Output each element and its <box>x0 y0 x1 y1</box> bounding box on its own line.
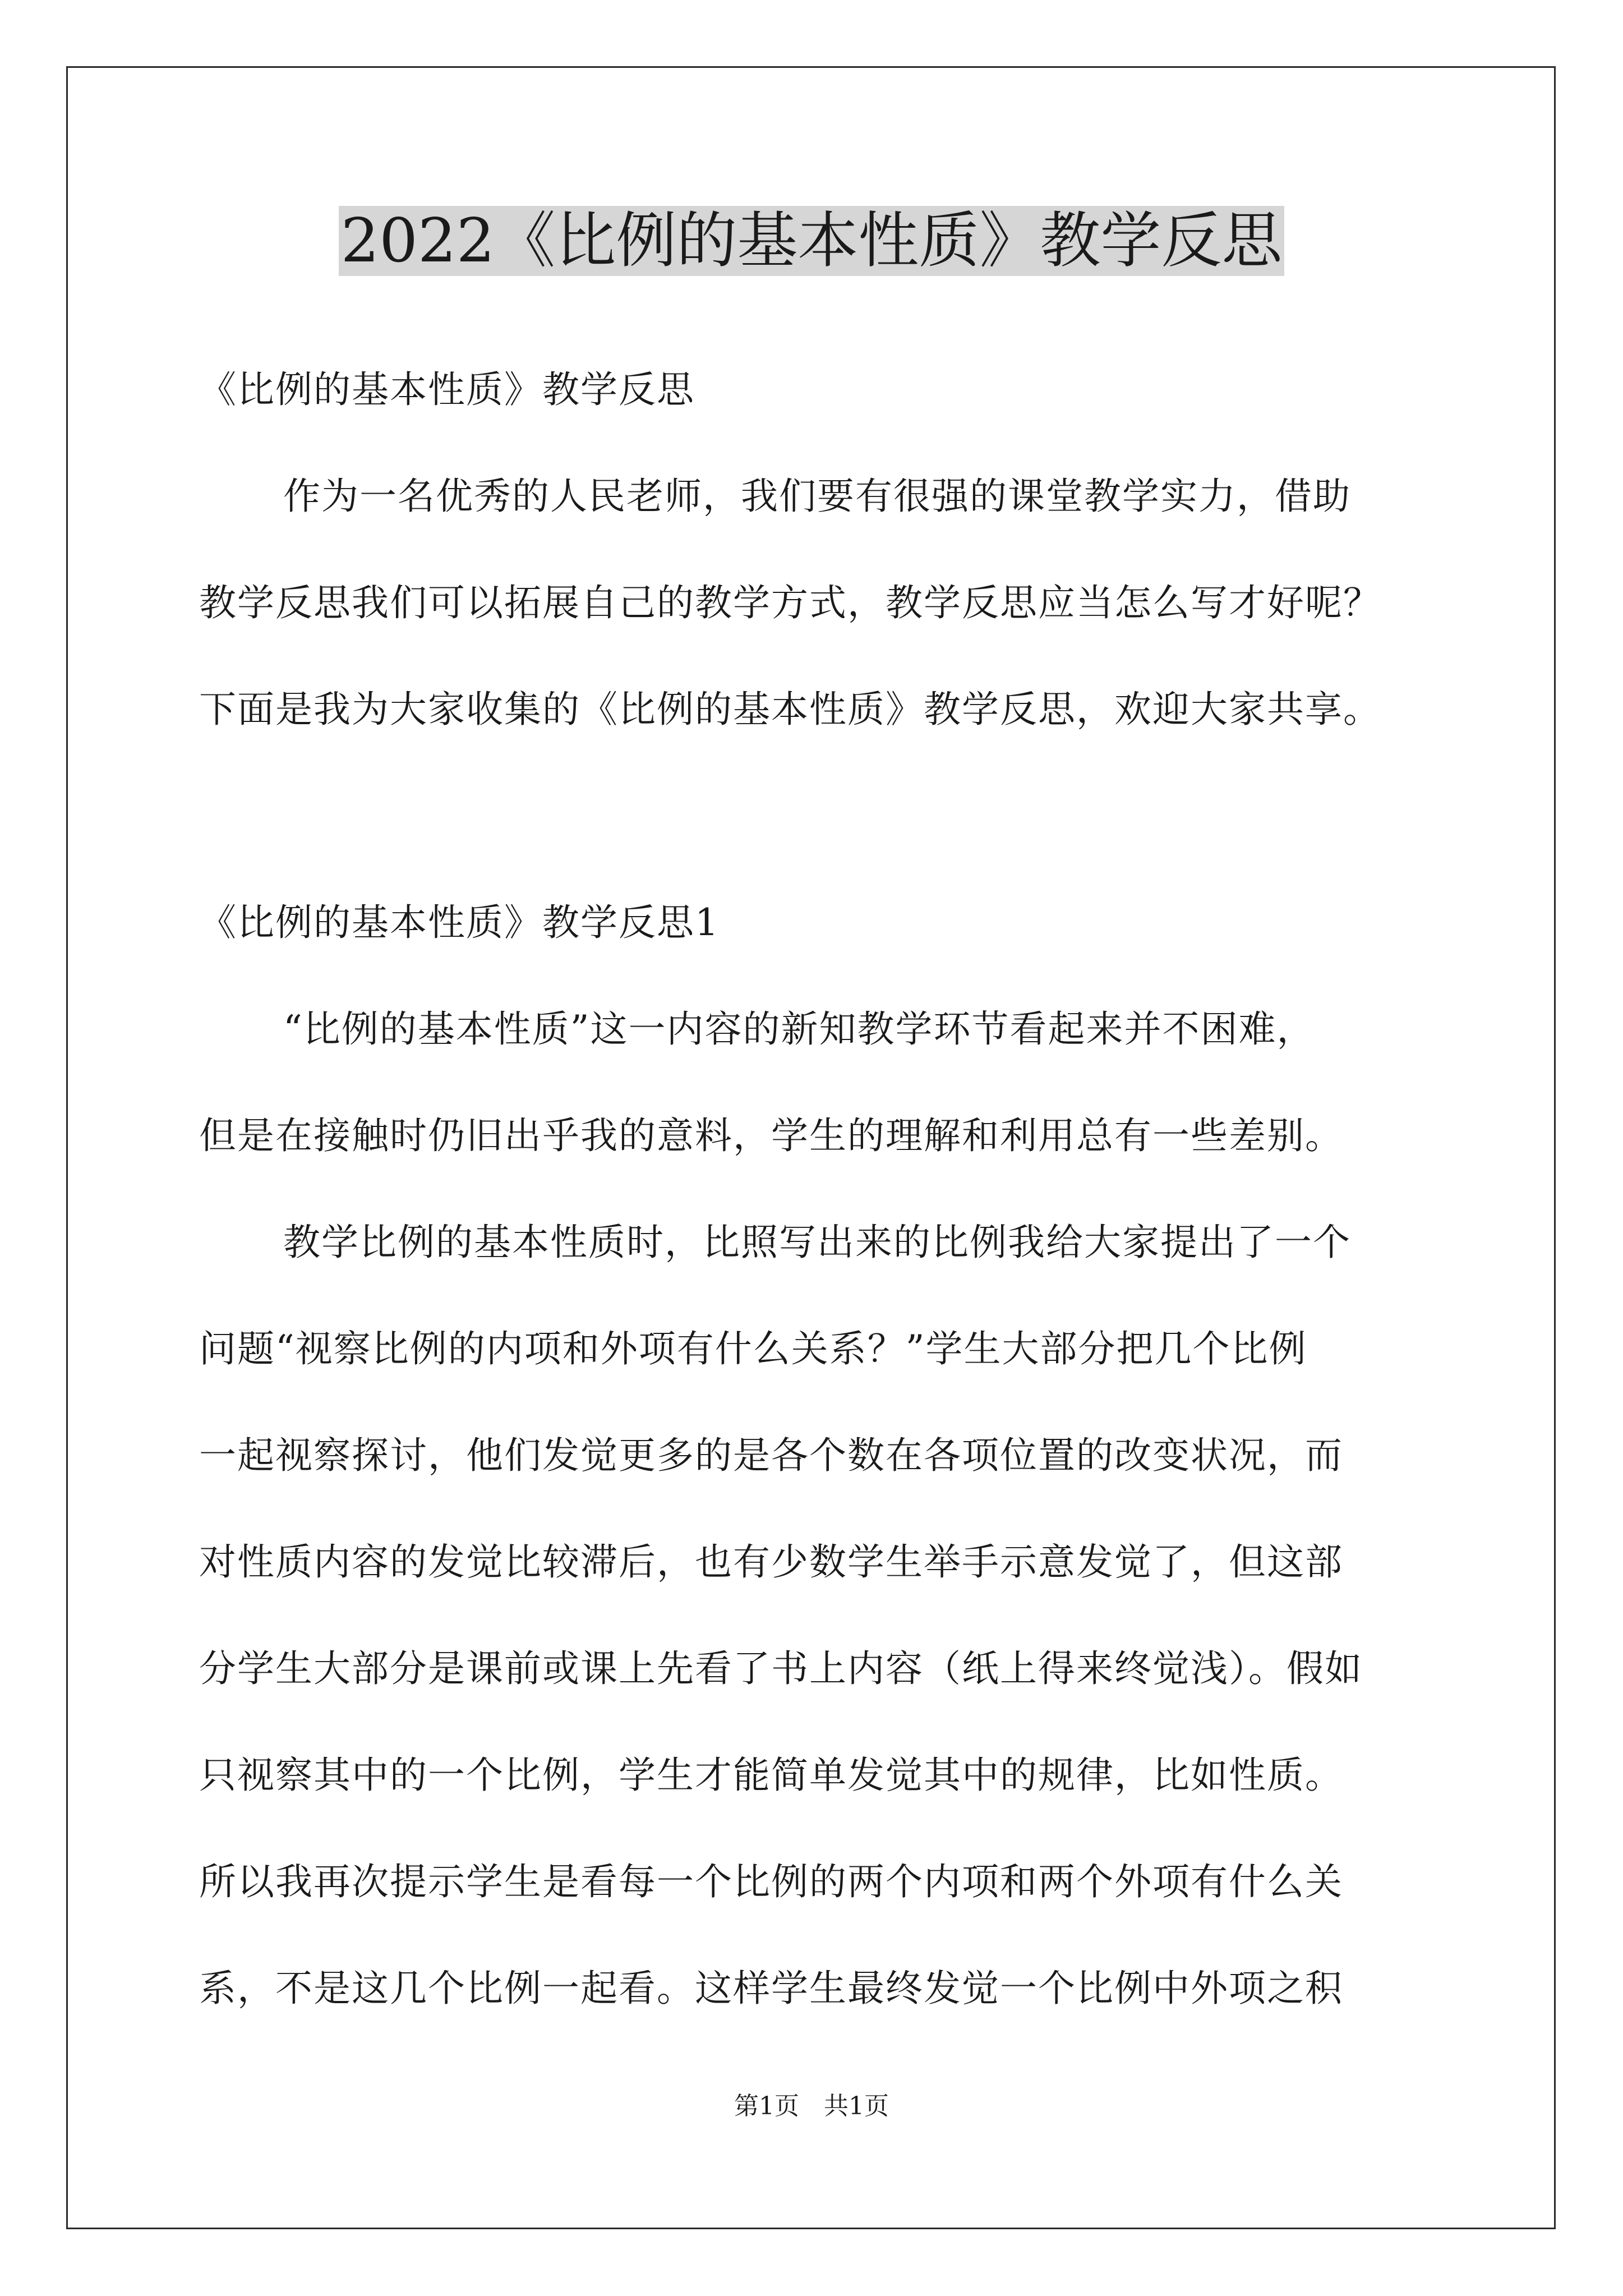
body-line: “比例的基本性质”这一内容的新知教学环节看起来并不困难， <box>283 1007 1315 1051</box>
intro-line: 教学反思我们可以拓展自己的教学方式，教学反思应当怎么写才好呢？ <box>199 581 1381 624</box>
intro-heading: 《比例的基本性质》教学反思 <box>199 368 695 411</box>
body-line: 所以我再次提示学生是看每一个比例的两个内项和两个外项有什么关 <box>199 1860 1343 1903</box>
document-body <box>199 337 1433 2042</box>
page-number: 第1页 共1页 <box>734 2092 889 2120</box>
body-line: 问题“视察比例的内项和外项有什么关系？”学生大部分把几个比例 <box>199 1327 1307 1370</box>
intro-line: 下面是我为大家收集的《比例的基本性质》教学反思，欢迎大家共享。 <box>199 688 1381 731</box>
body-line: 只视察其中的一个比例，学生才能简单发觉其中的规律，比如性质。 <box>199 1754 1343 1797</box>
body-line: 一起视察探讨，他们发觉更多的是各个数在各项位置的改变状况，而 <box>199 1434 1343 1477</box>
body-line: 但是在接触时仍旧出乎我的意料，学生的理解和利用总有一些差别。 <box>199 1114 1343 1157</box>
paragraph-gap <box>199 763 1433 869</box>
body-line: 对性质内容的发觉比较滞后，也有少数学生举手示意发觉了，但这部 <box>199 1540 1343 1584</box>
intro-line: 作为一名优秀的人民老师，我们要有很强的课堂教学实力，借助 <box>283 475 1351 518</box>
body-line: 系，不是这几个比例一起看。这样学生最终发觉一个比例中外项之积 <box>199 1967 1343 2010</box>
section-heading: 《比例的基本性质》教学反思1 <box>199 901 720 944</box>
body-line: 教学比例的基本性质时，比照写出来的比例我给大家提出了一个 <box>283 1221 1351 1264</box>
body-line: 分学生大部分是课前或课上先看了书上内容（纸上得来终觉浅）。假如 <box>199 1647 1363 1690</box>
document-title: 2022《比例的基本性质》教学反思 <box>0 199 1623 283</box>
